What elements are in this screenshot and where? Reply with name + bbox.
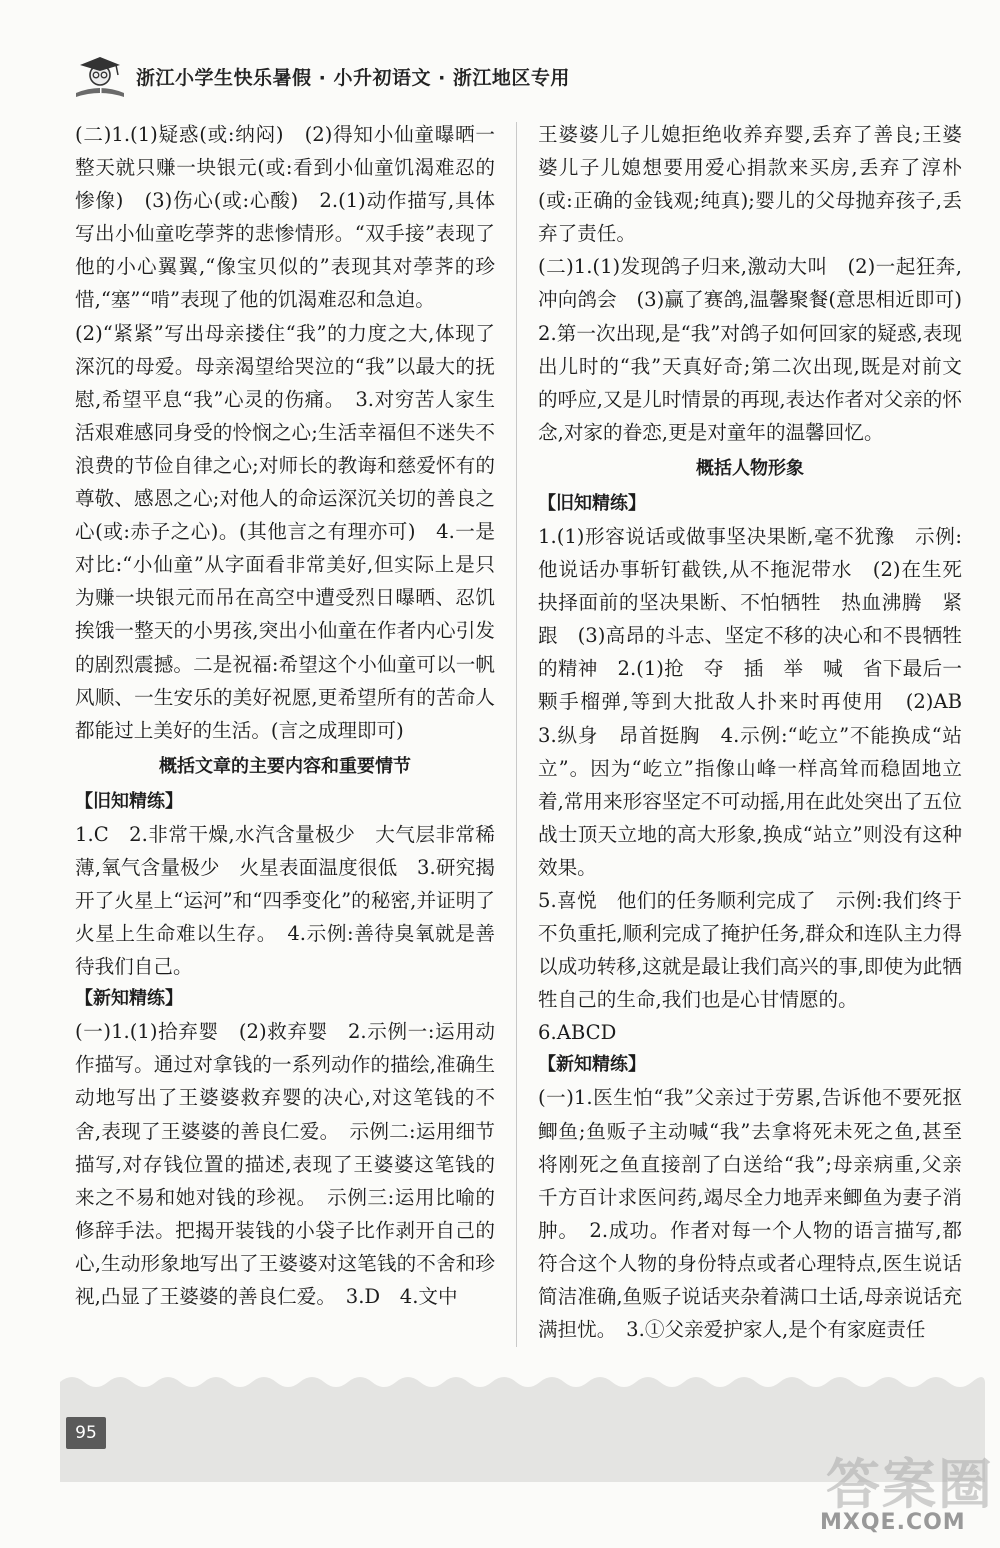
section-tag: 【旧知精练】	[538, 492, 646, 514]
page-number: 95	[66, 1417, 106, 1449]
answer-paragraph: (一)1.医生怕“我”父亲过于劳累,告诉他不要死抠鲫鱼;鱼贩子主动喊“我”去拿将死未死之鱼,甚至将刚死之鱼直接剖了白送给“我”;母亲病重,父亲千方百计求医问药,竭尽全力地弄来鲫鱼为妻子消肿。 2.成功。作者对每一个人物的语言描写,都符合这个人物的身份特点或者心理特点,医生说话简洁准确,鱼贩子说话夹杂着满口土话,母亲说话充满担忧。 3.①父亲爱护家人,是个有家庭责任	[538, 1086, 962, 1342]
page-header	[70, 52, 670, 100]
left-column	[75, 118, 495, 1313]
section-title: 概括人物形象	[696, 457, 804, 479]
header-title: 浙江小学生快乐暑假 · 小升初语文 · 浙江地区专用	[136, 66, 570, 89]
answer-paragraph: (一)1.(1)拾弃婴 (2)救弃婴 2.示例一:运用动作描写。通过对拿钱的一系列动作的描绘,准确生动地写出了王婆婆救弃婴的决心,对这笔钱的不舍,表现了王婆婆的善良仁爱。 示例二:运用细节描写,对存钱位置的描述,表现了王婆婆这笔钱的来之不易和她对钱的珍视。 示例三:运用比喻的修辞手法。把揭开装钱的小袋子比作剥开自己的心,生动形象地写出了王婆婆对这笔钱的不舍和珍视,凸显了王婆婆的善良仁爱。 3.D 4.文中	[75, 1020, 495, 1308]
answer-paragraph: 王婆婆儿子儿媳拒绝收养弃婴,丢弃了善良;王婆婆儿子儿媳想要用爱心捐款来买房,丢弃了淳朴(或:正确的金钱观;纯真);婴儿的父母抛弃孩子,丢弃了责任。	[538, 123, 962, 246]
watermark-logo: 答案圈	[826, 1453, 994, 1516]
answer-paragraph: (二)1.(1)疑惑(或:纳闷) (2)得知小仙童曝晒一整天就只赚一块银元(或:看到小仙童饥渴难忍的惨像) (3)伤心(或:心酸) 2.(1)动作描写,具体写出小仙童吃荸荠的悲惨情形。“双手接”表现了他的小心翼翼,“像宝贝似的”表现其对荸荠的珍惜,“塞”“啃”表现了他的饥渴难忍和急迫。	[75, 123, 495, 312]
student-logo-icon	[70, 53, 130, 99]
answer-paragraph: 5.喜悦 他们的任务顺利完成了 示例:我们终于不负重托,顺利完成了掩护任务,群众和连队主力得以成功转移,这就是最让我们高兴的事,即使为此牺牲自己的生命,我们也是心甘情愿的。	[538, 888, 962, 1012]
section-title: 概括文章的主要内容和重要情节	[159, 755, 411, 777]
answer-paragraph: 6.ABCD	[538, 1021, 617, 1045]
answer-paragraph: 1.C 2.非常干燥,水汽含量极少 大气层非常稀薄,氧气含量极少 火星表面温度很低 3.研究揭开了火星上“运河”和“四季变化”的秘密,并证明了火星上生命难以生存。 4.示例:善待臭氧就是善待我们自己。	[75, 822, 495, 979]
watermark-url: MXQE.COM	[820, 1510, 966, 1535]
right-column	[538, 118, 982, 1346]
section-tag: 【新知精练】	[538, 1054, 646, 1076]
answer-paragraph: (2)“紧紧”写出母亲搂住“我”的力度之大,体现了深沉的母爱。母亲渴望给哭泣的“我”以最大的抚慰,希望平息“我”心灵的伤痛。 3.对穷苦人家生活艰难感同身受的怜悯之心;生活幸福但不迷失不浪费的节俭自律之心;对师长的教诲和慈爱怀有的尊敬、感恩之心;对他人的命运深沉关切的善良之心(或:赤子之心)。(其他言之有理亦可) 4.一是对比:“小仙童”从字面看非常美好,但实际上是只为赚一块银元而吊在高空中遭受烈日曝晒、忍饥挨饿一整天的小男孩,突出小仙童在作者内心引发的剧烈震撼。二是祝福:希望这个小仙童可以一帆风顺、一生安乐的美好祝愿,更希望所有的苦命人都能过上美好的生活。(言之成理即可)	[75, 321, 495, 742]
section-tag: 【旧知精练】	[75, 790, 183, 812]
answer-paragraph: (二)1.(1)发现鸽子归来,激动大叫 (2)一起狂奔,冲向鸽会 (3)赢了赛鸽,温馨聚餐(意思相近即可) 2.第一次出现,是“我”对鸽子如何回家的疑惑,表现出儿时的“我”天真好奇;第二次出现,既是对前文的呼应,又是儿时情景的再现,表达作者对父亲的怀念,对家的眷恋,更是对童年的温馨回忆。	[538, 255, 982, 444]
column-divider	[516, 122, 517, 1347]
section-tag: 【新知精练】	[75, 988, 183, 1010]
answer-paragraph: 1.(1)形容说话或做事坚决果断,毫不犹豫 示例:他说话办事斩钉截铁,从不拖泥带水 (2)在生死抉择面前的坚决果断、不怕牺牲 热血沸腾 紧跟 (3)高昂的斗志、坚定不移的决心和不畏牺牲的精神 2.(1)抢 夺 插 举 喊 省下最后一颗手榴弹,等到大批敌人扑来时再使用 (2)AB 3.纵身 昂首挺胸 4.示例:“屹立”不能换成“站立”。因为“屹立”指像山峰一样高耸而稳固地立着,常用来形容坚定不可动摇,用在此处突出了五位战士顶天立地的高大形象,换成“站立”则没有这种效果。	[538, 524, 982, 879]
